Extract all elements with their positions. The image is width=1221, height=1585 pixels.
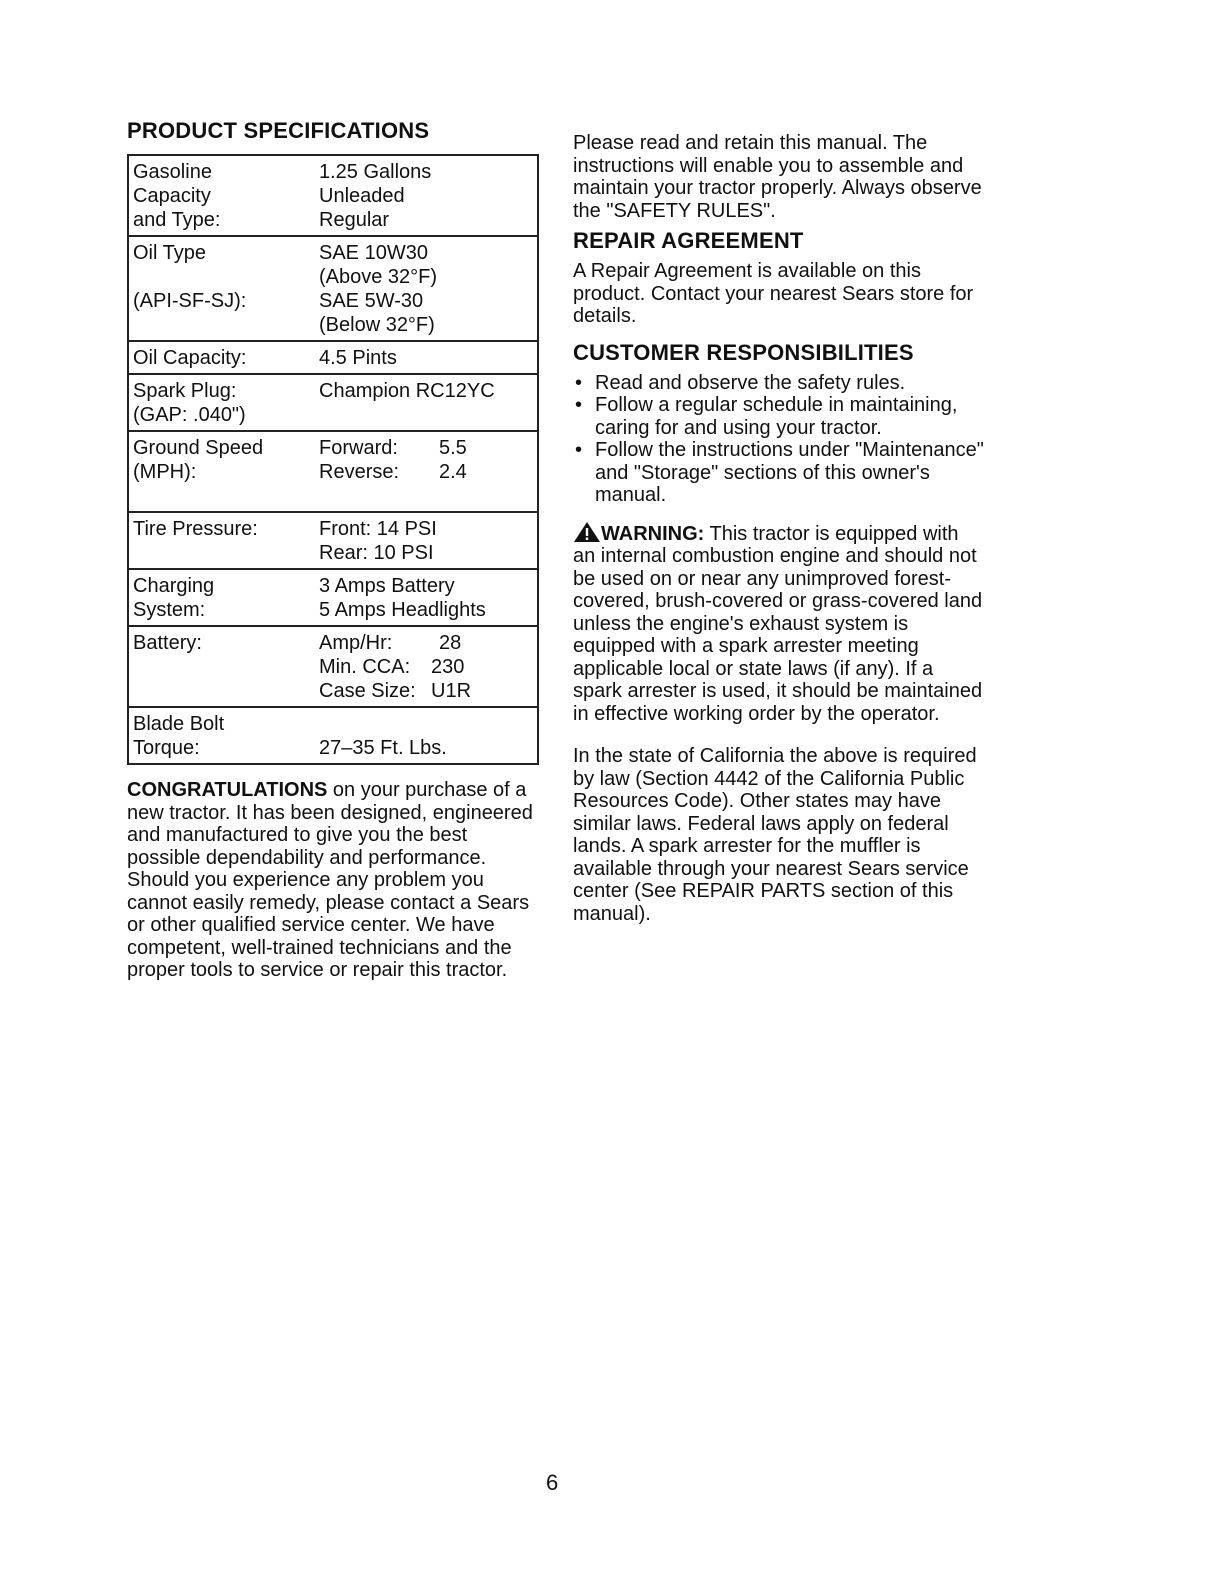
spec-value-line: Champion RC12YC: [319, 380, 495, 402]
spec-value-line: 3 Amps Battery: [319, 575, 455, 597]
congratulations-text: on your purchase of a new tractor. It has been designed, engineered and manufactured to give you the best possible dependability and performance.: [127, 779, 533, 869]
table-row: [128, 341, 538, 374]
spec-value-line: (Above 32°F): [319, 266, 438, 288]
spec-label-line: [133, 313, 311, 337]
left-column: [127, 118, 539, 982]
spec-label-line: Gasoline: [133, 161, 212, 183]
table-row: [128, 512, 538, 569]
spec-value-line: 27–35 Ft. Lbs.: [319, 737, 447, 759]
spec-label-line: Blade Bolt: [133, 713, 225, 735]
spec-value-line: Rear: 10 PSI: [319, 542, 434, 564]
table-row: [128, 626, 538, 707]
repair-agreement-text: A Repair Agreement is available on this product. Contact your nearest Sears store for details.: [573, 260, 974, 327]
spec-key-value: [319, 436, 533, 460]
spec-key-value-number: 28: [439, 632, 462, 654]
spec-key: Case Size:: [319, 680, 416, 702]
table-row: [128, 569, 538, 626]
spec-value: [315, 569, 538, 626]
california-paragraph: In the state of California the above is required by law (Section 4442 of the California Public Resources Code). Other states may have similar laws. Federal laws apply on federal lands. A spark arrester for the muffler is available through your nearest Sears service center (See REPAIR PARTS section of this manual).: [573, 745, 977, 925]
spec-key: Forward:: [319, 437, 398, 459]
page-number: 6: [546, 1470, 559, 1495]
product-specifications-title: PRODUCT SPECIFICATIONS: [127, 118, 430, 143]
spec-label-line: Torque:: [133, 737, 200, 759]
spec-key-value: [319, 631, 533, 655]
congratulations-paragraph: [127, 779, 539, 869]
congratulations-heading: CONGRATULATIONS: [127, 779, 328, 801]
spec-label-line: Charging: [133, 575, 215, 597]
spec-key-value-number: 2.4: [439, 461, 467, 483]
spec-value-line: Unleaded: [319, 185, 405, 207]
spec-value: [315, 626, 538, 707]
spec-key-value: [319, 460, 533, 484]
spec-value-line: Regular: [319, 209, 390, 231]
spec-label: [128, 569, 315, 626]
spec-value-line: 4.5 Pints: [319, 347, 397, 369]
spec-value: [315, 155, 538, 236]
spec-value-line: SAE 10W30: [319, 242, 428, 264]
spec-value-line: 1.25 Gallons: [319, 161, 432, 183]
spec-label-line: Oil Capacity:: [133, 347, 247, 369]
table-row: [128, 236, 538, 341]
spec-label: [128, 626, 315, 707]
spec-value: [315, 707, 538, 764]
spec-value: [315, 512, 538, 569]
spec-label-line: System:: [133, 599, 206, 621]
spec-label-line: (MPH):: [133, 461, 197, 483]
intro-paragraph: Please read and retain this manual. The instructions will enable you to assemble and maintain your tractor properly. Always observe the "SAFETY RULES".: [573, 132, 982, 222]
spec-label-line: Oil Type: [133, 242, 206, 264]
spec-key-value: [319, 679, 533, 703]
spec-value-line: (Below 32°F): [319, 314, 435, 336]
spec-value: [315, 236, 538, 341]
spec-value-line: 5 Amps Headlights: [319, 599, 486, 621]
warning-triangle-icon: [573, 521, 601, 543]
spec-label-line: (API-SF-SJ):: [133, 290, 247, 312]
table-row: [128, 431, 538, 512]
spec-label-line: Ground Speed: [133, 437, 264, 459]
right-column: [573, 132, 985, 925]
spec-key-value-number: 5.5: [439, 437, 467, 459]
spec-key: Reverse:: [319, 461, 400, 483]
spec-value: [315, 431, 538, 512]
warning-text: This tractor is equipped with an internal combustion engine and should not be used on or near any unimproved forest-covered, brush-covered or grass-covered land unless the engine's exhaust system is equipped with a spark arrester meeting applicable local or state laws (if any). If a spark arrester is used, it should be maintained in effective working order by the operator.: [573, 522, 983, 725]
spec-label: [128, 155, 315, 236]
spec-label: [128, 512, 315, 569]
problem-paragraph: Should you experience any problem you cannot easily remedy, please contact a Sears or other qualified service center. We have competent, well-trained technicians and the proper tools to service or repair this tractor.: [127, 869, 530, 981]
spec-key-value-number: U1R: [431, 680, 472, 702]
spec-key: Amp/Hr:: [319, 632, 393, 654]
spec-label: [128, 707, 315, 764]
spec-value-line: SAE 5W-30: [319, 290, 424, 312]
spec-label-line: Tire Pressure:: [133, 518, 258, 540]
spec-value: [315, 374, 538, 431]
specifications-table: [127, 154, 539, 765]
repair-agreement-title: REPAIR AGREEMENT: [573, 228, 804, 253]
spec-label: [128, 236, 315, 341]
list-item: • Follow a regular schedule in maintaining, caring for and using your tractor.: [573, 394, 985, 439]
warning-paragraph: [573, 521, 985, 726]
table-row: [128, 707, 538, 764]
responsibilities-list: [573, 372, 985, 507]
spec-label-line: [133, 265, 311, 289]
spec-value-line: Front: 14 PSI: [319, 518, 437, 540]
spec-label-line: Spark Plug:: [133, 380, 237, 402]
spec-key-value-number: 230: [431, 656, 465, 678]
customer-responsibilities-title: CUSTOMER RESPONSIBILITIES: [573, 339, 914, 365]
spacer: [319, 484, 533, 508]
list-item: • Read and observe the safety rules.: [573, 372, 985, 395]
spec-key-value: [319, 655, 533, 679]
spec-key: Min. CCA:: [319, 656, 411, 678]
list-item: • Follow the instructions under "Maintenance" and "Storage" sections of this owner's manual.: [573, 439, 985, 507]
warning-label: WARNING:: [601, 522, 705, 545]
spec-label-line: (GAP: .040"): [133, 404, 246, 426]
spec-label: [128, 341, 315, 374]
spec-label-line: and Type:: [133, 209, 221, 231]
table-row: [128, 374, 538, 431]
spec-label-line: Battery:: [133, 632, 202, 654]
spec-label-line: Capacity: [133, 185, 211, 207]
spec-value-line: [319, 712, 533, 736]
spec-value: [315, 341, 538, 374]
spec-label: [128, 374, 315, 431]
table-row: [128, 155, 538, 236]
spec-label: [128, 431, 315, 512]
